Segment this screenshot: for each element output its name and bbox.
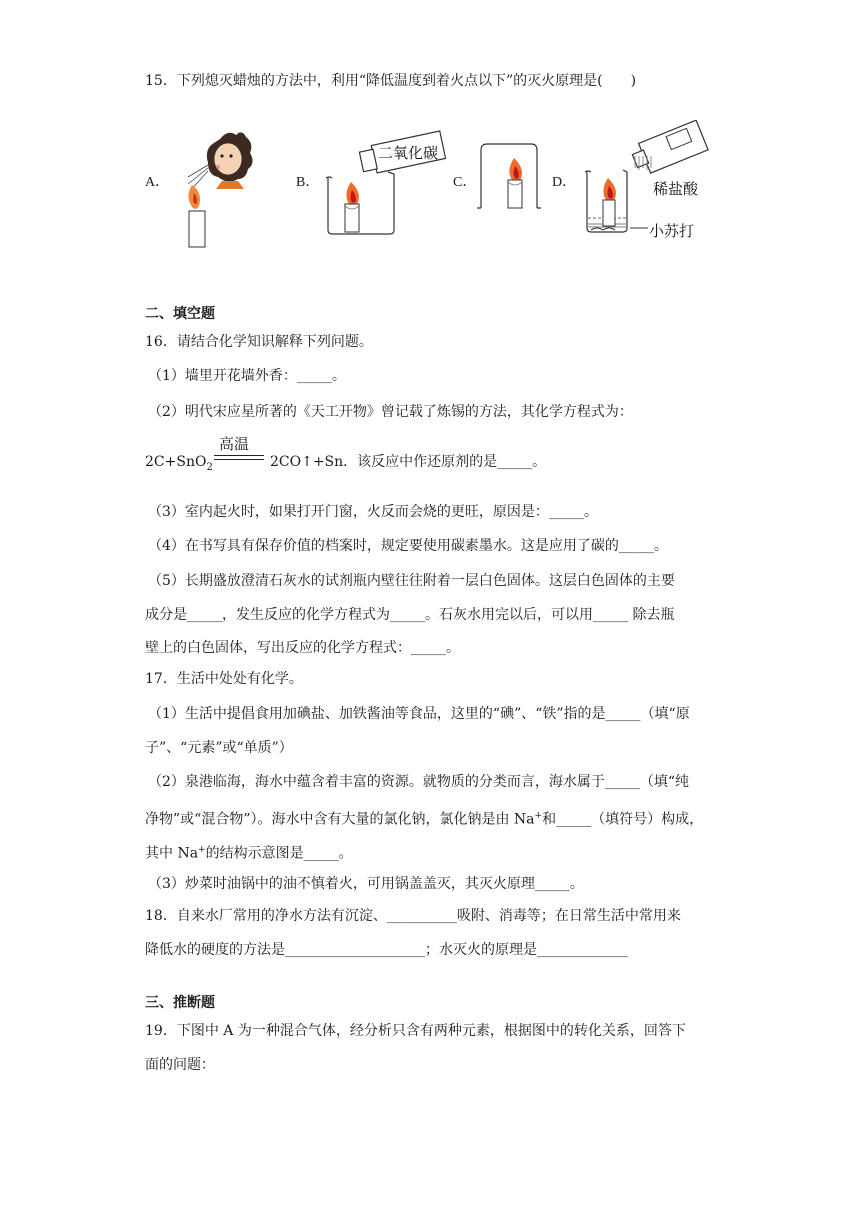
q15-option-c-figure: [473, 140, 553, 215]
acid-label: 稀盐酸: [653, 180, 699, 198]
equation-left: [145, 452, 213, 478]
q17-part3: （3）炒菜时油锅中的油不慎着火，可用锅盖盖灭，其灭火原理_____。: [148, 876, 584, 892]
q17-part2-line1: （2）泉港临海，海水中蕴含着丰富的资源。就物质的分类而言，海水属于_____（填“纯: [148, 774, 690, 790]
equation-bar-top: [214, 455, 264, 456]
co2-label: 二氧化碳: [378, 144, 439, 162]
q15-option-c-letter: C．: [453, 175, 477, 190]
q17-part1-line1: （1）生活中提倡食用加碘盐、加铁酱油等食品，这里的“碘”、“铁”指的是_____（填“原: [148, 706, 690, 722]
q15-option-d-figure: [575, 120, 720, 245]
q16-part1: （1）墙里开花墙外香：_____。: [148, 368, 346, 384]
q16-part5-line1: （5）长期盛放澄清石灰水的试剂瓶内壁往往附着一层白色固体。这层白色固体的主要: [148, 573, 675, 589]
q17-part2-line3-b: 的结构示意图是_____。: [205, 845, 353, 862]
q17-part1-line2: 子”、“元素”或“单质”）: [145, 740, 293, 756]
q19-line2: 面的问题：: [145, 1057, 215, 1073]
q18-line1: 18．自来水厂常用的净水方法有沉淀、__________吸附、消毒等；在日常生活中常用来: [145, 908, 681, 924]
q16-part5-line2: 成分是_____，发生反应的化学方程式为_____。石灰水用完以后，可以用_____ 除去瓶: [145, 607, 675, 623]
equation-left-text: 2C+SnO: [145, 454, 207, 470]
equation-bar-bottom: [214, 459, 264, 460]
q15-option-b-letter: B．: [296, 175, 320, 190]
q16-part5-line3: 壁上的白色固体，写出反应的化学方程式：_____。: [145, 640, 460, 656]
equation-condition: 高温: [219, 435, 250, 453]
section-title-fill-in: 二、填空题: [145, 306, 215, 322]
q16-part2: （2）明代宋应星所著的《天工开物》曾记载了炼锡的方法，其化学方程式为：: [148, 404, 633, 420]
q17-part2-line2-b: 和_____（填符号）构成，: [542, 811, 704, 828]
sodium-charge-sup-2: +: [198, 845, 206, 855]
equation-right: 2CO↑+Sn．该反应中作还原剂的是_____。: [270, 454, 547, 470]
q15-option-a-letter: A．: [145, 175, 170, 190]
q17-part2-line3-a: 其中 Na: [145, 845, 199, 862]
q16-part3: （3）室内起火时，如果打开门窗，火反而会烧的更旺，原因是：_____。: [148, 504, 598, 520]
q17-stem: 17．生活中处处有化学。: [145, 671, 303, 687]
q17-part2-line3: [145, 840, 353, 864]
q16-stem: 16．请结合化学知识解释下列问题。: [145, 334, 373, 350]
equation-subscript: 2: [206, 461, 213, 473]
acid-bottle-icon: [629, 120, 708, 177]
q17-part2-line2-a: 净物”或“混合物”）。海水中含有大量的氯化钠，氯化钠是由 Na: [145, 811, 535, 828]
q15-option-d-letter: D．: [552, 175, 577, 190]
section-title-inference: 三、推断题: [145, 995, 215, 1011]
q15-stem: 15．下列熄灭蜡烛的方法中，利用“降低温度到着火点以下”的灭火原理是( ): [145, 73, 637, 89]
baking-soda-label: 小苏打: [649, 222, 695, 240]
q19-line1: 19．下图中 A 为一种混合气体，经分析只含有两种元素，根据图中的转化关系，回答下: [145, 1023, 686, 1039]
q17-part2-line2: [145, 806, 703, 830]
q16-part4: （4）在书写具有保存价值的档案时，规定要使用碳素墨水。这是应用了碳的_____。: [148, 538, 668, 554]
q15-option-a-figure: [170, 125, 260, 250]
sodium-charge-sup: +: [534, 811, 543, 821]
q15-option-b-figure: [318, 128, 453, 238]
q18-line2: 降低水的硬度的方法是____________________；水灭火的原理是_____________: [145, 942, 628, 958]
candle-icon: [188, 185, 205, 247]
child-blowing-icon: [188, 132, 253, 191]
